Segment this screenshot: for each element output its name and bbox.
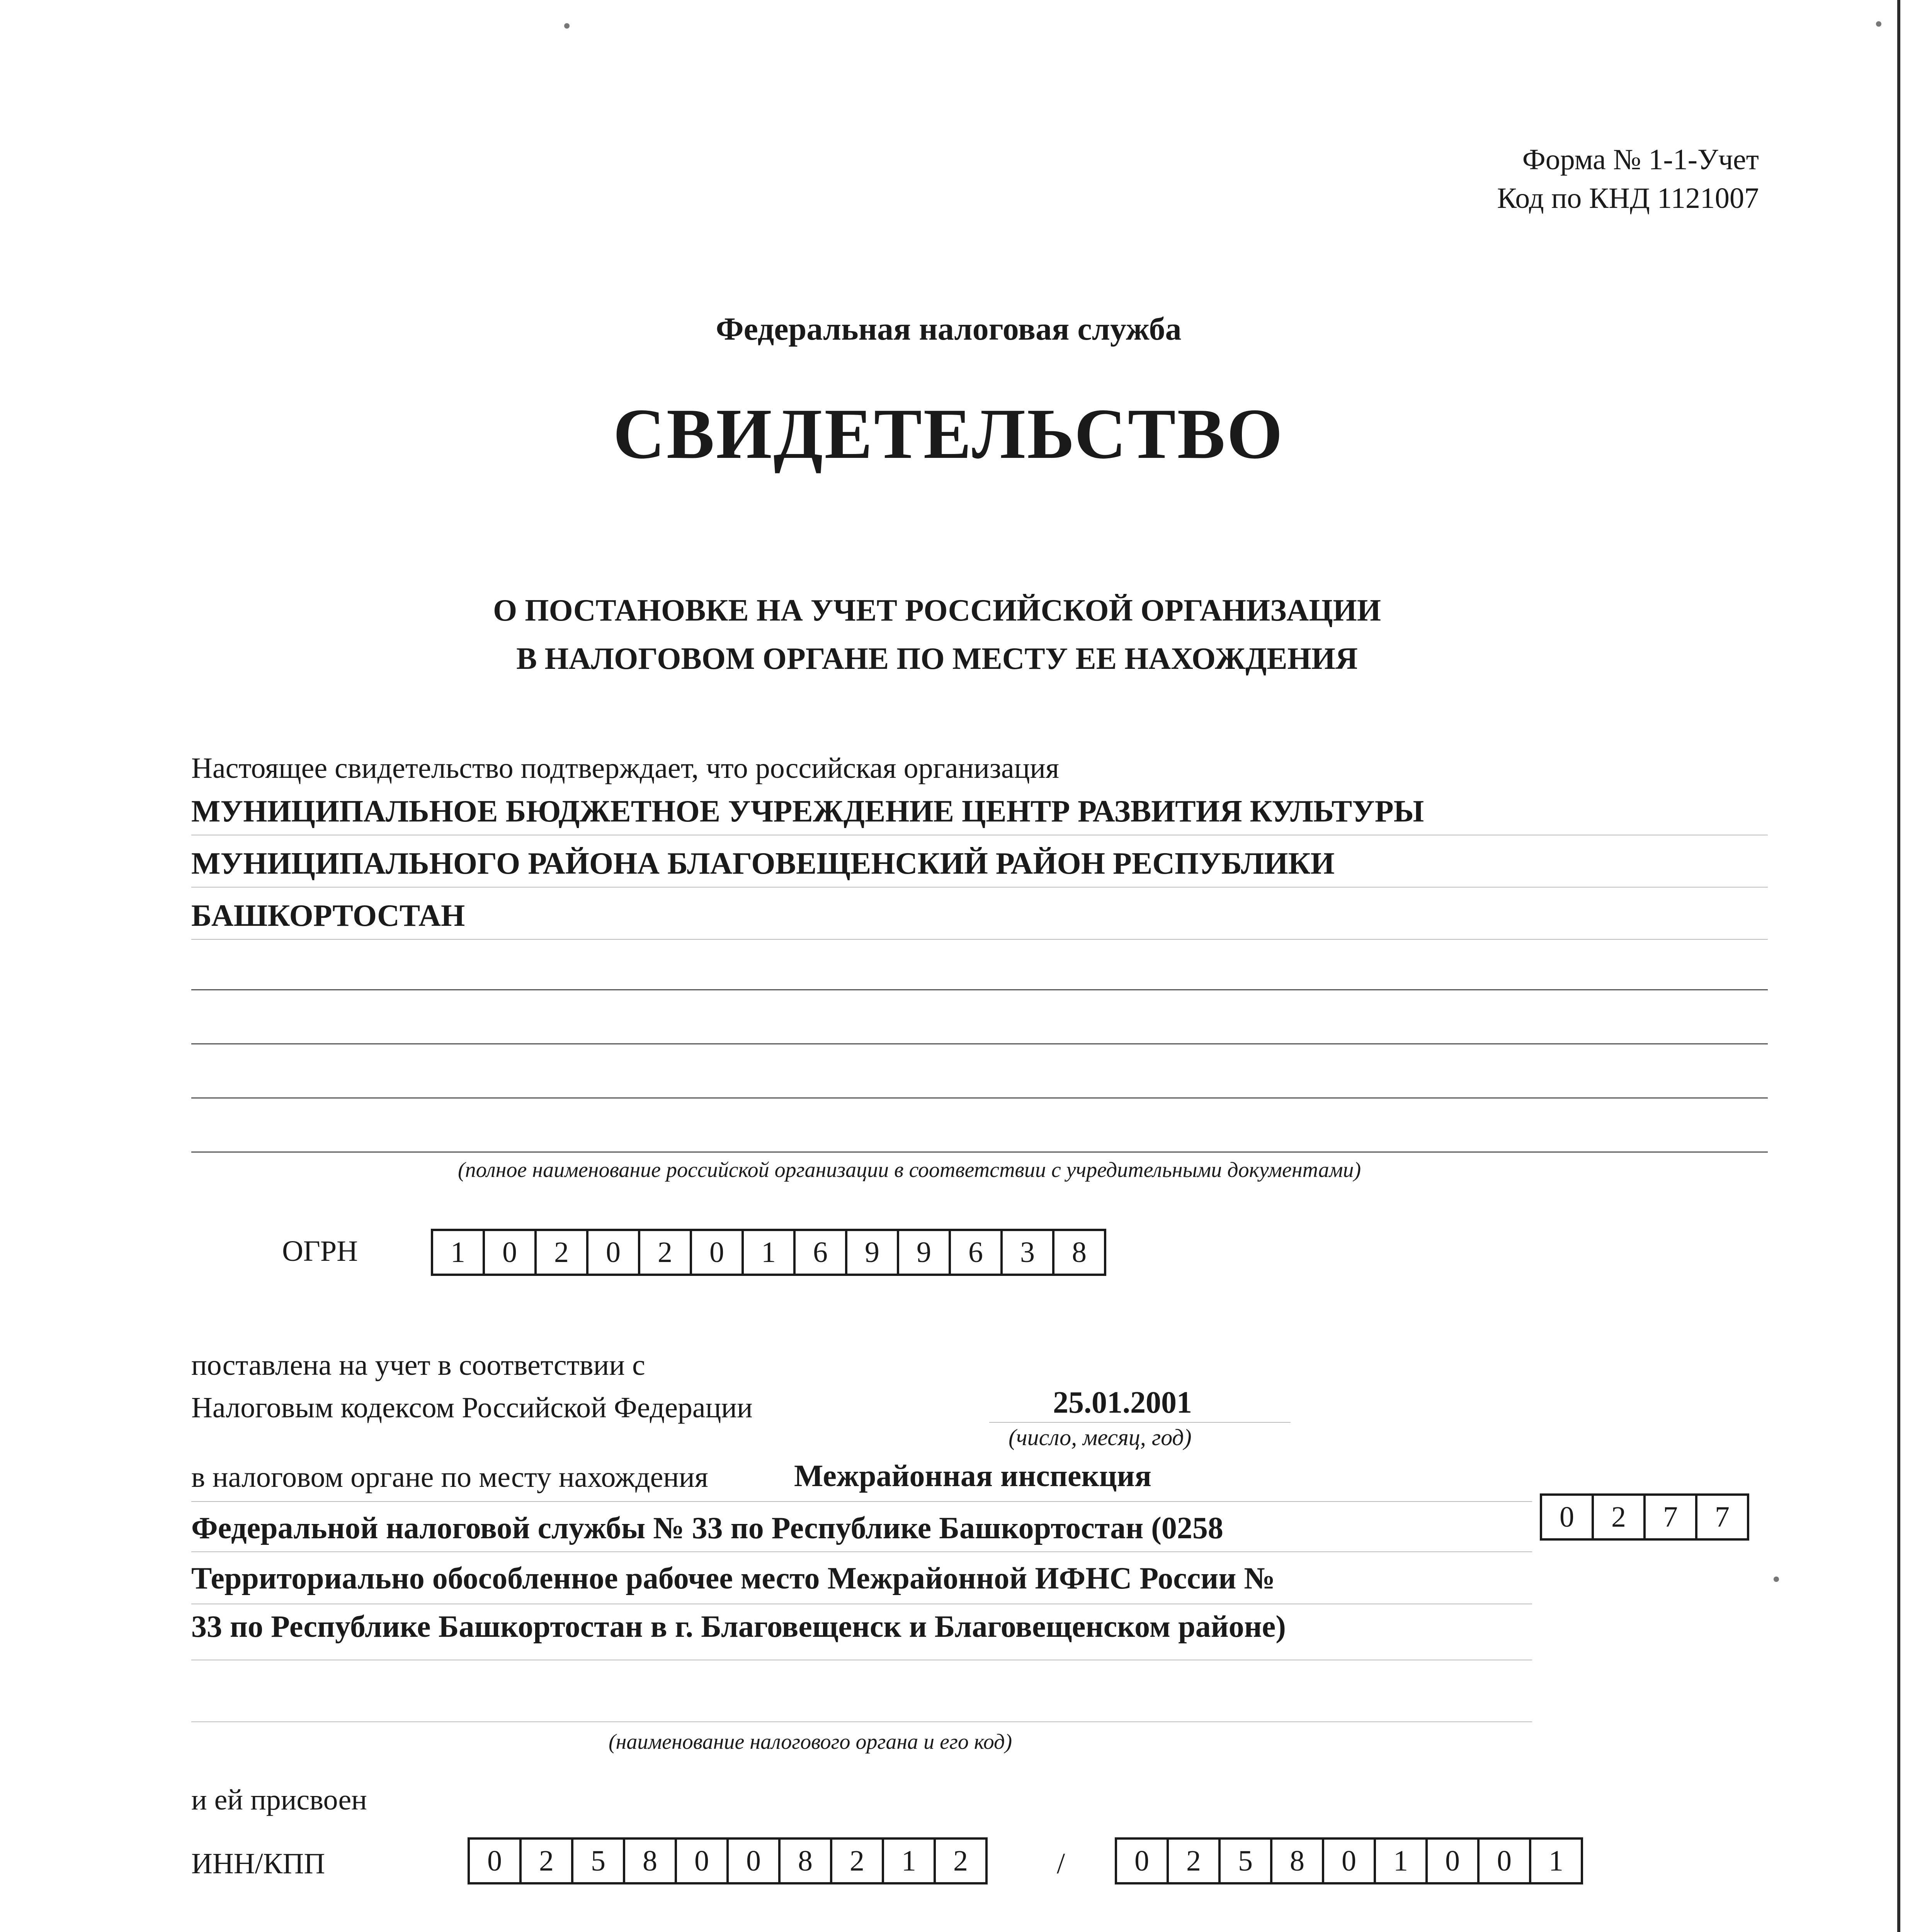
authority-code-digit: 7 xyxy=(1697,1496,1749,1538)
ogrn-digit: 3 xyxy=(1003,1231,1054,1274)
authority-code-digit: 0 xyxy=(1542,1496,1594,1538)
knd-code: Код по КНД 1121007 xyxy=(1497,182,1759,214)
inn-digit: 2 xyxy=(522,1840,573,1882)
ogrn-digit: 0 xyxy=(485,1231,537,1274)
form-number: Форма № 1-1-Учет xyxy=(1522,143,1759,176)
authority-code-digit: 2 xyxy=(1594,1496,1646,1538)
ogrn-digit: 8 xyxy=(1054,1231,1106,1274)
ogrn-digit: 9 xyxy=(899,1231,951,1274)
ogrn-digit: 0 xyxy=(588,1231,640,1274)
underline xyxy=(191,887,1768,888)
ogrn-digit: 2 xyxy=(537,1231,588,1274)
subtitle-line-1: О ПОСТАНОВКЕ НА УЧЕТ РОССИЙСКОЙ ОРГАНИЗАЦИИ xyxy=(493,594,1381,628)
kpp-digit: 0 xyxy=(1117,1840,1169,1882)
ogrn-label: ОГРН xyxy=(282,1235,358,1267)
underline xyxy=(191,1151,1768,1153)
ogrn-digit: 2 xyxy=(640,1231,692,1274)
inn-digit: 0 xyxy=(677,1840,729,1882)
kpp-digit: 1 xyxy=(1531,1840,1583,1882)
ogrn-digit: 1 xyxy=(433,1231,485,1274)
underline xyxy=(191,1551,1532,1552)
ogrn-digit: 1 xyxy=(744,1231,796,1274)
subtitle-line-2: В НАЛОГОВОМ ОРГАНЕ ПО МЕСТУ ЕЕ НАХОЖДЕНИЯ xyxy=(516,642,1358,676)
underline xyxy=(191,939,1768,940)
ogrn-digit: 6 xyxy=(951,1231,1003,1274)
authority-code-digit: 7 xyxy=(1646,1496,1697,1538)
kpp-digit: 0 xyxy=(1428,1840,1480,1882)
inn-digit: 2 xyxy=(832,1840,884,1882)
authority-line-3: Территориально обособленное рабочее место Межрайонной ИФНС России № xyxy=(191,1561,1275,1595)
registration-line-2: Налоговым кодексом Российской Федерации xyxy=(191,1391,753,1424)
scan-speck xyxy=(1774,1577,1779,1582)
underline xyxy=(191,989,1768,990)
kpp-digit: 0 xyxy=(1480,1840,1531,1882)
inn-cells xyxy=(468,1837,988,1884)
ogrn-digit: 9 xyxy=(847,1231,899,1274)
organization-name-line-1: МУНИЦИПАЛЬНОЕ БЮДЖЕТНОЕ УЧРЕЖДЕНИЕ ЦЕНТР РАЗВИТИЯ КУЛЬТУРЫ xyxy=(191,794,1424,828)
inn-digit: 8 xyxy=(625,1840,677,1882)
inn-digit: 5 xyxy=(573,1840,625,1882)
ogrn-digit: 6 xyxy=(796,1231,847,1274)
kpp-cells xyxy=(1115,1837,1583,1884)
authority-intro: в налоговом органе по месту нахождения xyxy=(191,1461,708,1493)
organization-name-line-3: БАШКОРТОСТАН xyxy=(191,899,465,933)
authority-line-2: Федеральной налоговой службы № 33 по Республике Башкортостан (0258 xyxy=(191,1511,1223,1545)
kpp-digit: 2 xyxy=(1169,1840,1221,1882)
kpp-digit: 8 xyxy=(1272,1840,1324,1882)
underline xyxy=(191,1501,1532,1502)
ogrn-digit: 0 xyxy=(692,1231,744,1274)
registration-date: 25.01.2001 xyxy=(1053,1386,1192,1420)
organization-name-caption: (полное наименование российской организации в соответствии с учредительными документами) xyxy=(458,1158,1361,1182)
scan-page-edge xyxy=(1897,0,1900,1932)
inn-digit: 2 xyxy=(936,1840,988,1882)
authority-line-4: 33 по Республике Башкортостан в г. Благовещенск и Благовещенском районе) xyxy=(191,1610,1286,1644)
ogrn-cells xyxy=(431,1229,1106,1276)
organization-name-line-2: МУНИЦИПАЛЬНОГО РАЙОНА БЛАГОВЕЩЕНСКИЙ РАЙОН РЕСПУБЛИКИ xyxy=(191,847,1335,881)
inn-digit: 0 xyxy=(470,1840,522,1882)
authority-code-cells xyxy=(1540,1493,1749,1541)
scan-speck xyxy=(1876,21,1881,27)
registration-date-caption: (число, месяц, год) xyxy=(1009,1425,1192,1450)
inn-digit: 1 xyxy=(884,1840,936,1882)
kpp-digit: 0 xyxy=(1324,1840,1376,1882)
inn-digit: 0 xyxy=(729,1840,781,1882)
inn-kpp-label: ИНН/КПП xyxy=(191,1847,325,1880)
kpp-digit: 1 xyxy=(1376,1840,1428,1882)
underline xyxy=(989,1422,1291,1423)
inn-digit: 8 xyxy=(781,1840,832,1882)
underline xyxy=(191,1097,1768,1099)
underline xyxy=(191,1043,1768,1044)
assigned-label: и ей присвоен xyxy=(191,1784,367,1816)
inn-kpp-separator: / xyxy=(1057,1847,1065,1880)
kpp-digit: 5 xyxy=(1221,1840,1272,1882)
underline xyxy=(191,1721,1532,1722)
document-title: СВИДЕТЕЛЬСТВО xyxy=(613,394,1284,474)
registration-line-1: поставлена на учет в соответствии с xyxy=(191,1349,645,1381)
organization-intro: Настоящее свидетельство подтверждает, что российская организация xyxy=(191,752,1059,784)
agency-name: Федеральная налоговая служба xyxy=(716,311,1182,347)
authority-line-1: Межрайонная инспекция xyxy=(794,1459,1151,1493)
authority-caption: (наименование налогового органа и его код) xyxy=(609,1730,1012,1754)
scan-speck xyxy=(564,23,570,29)
